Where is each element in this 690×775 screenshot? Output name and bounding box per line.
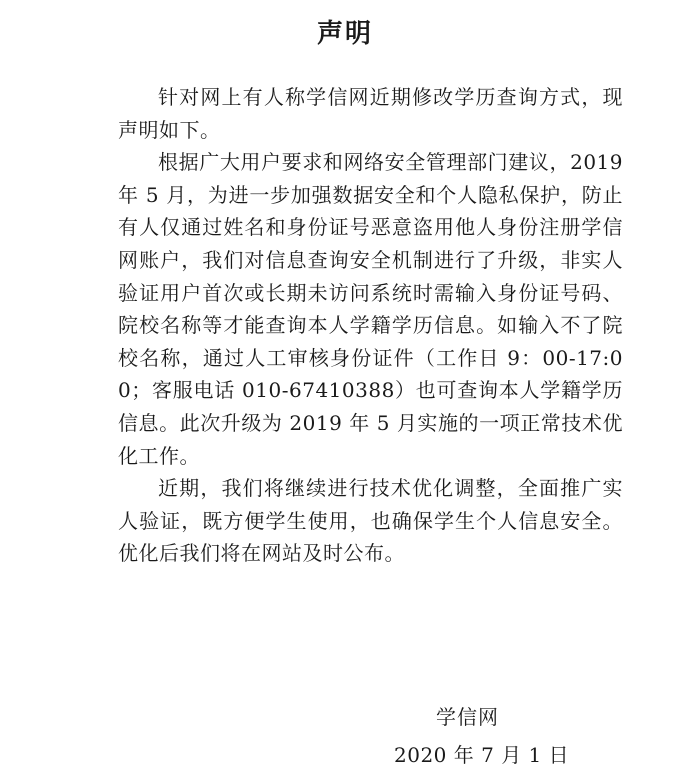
statement-paragraph-details: 根据广大用户要求和网络安全管理部门建议，2019 年 5 月，为进一步加强数据安全和个人隐私保护，防止有人仅通过姓名和身份证号恶意盗用他人身份注册学信网账户，我们对信息查询安全机制进行了升级，非实人验证用户首次或长期未访问系统时需输入身份证号码、院校名称等才能查询本人学籍学历信息。如输入不了院校名称，通过人工审核身份证件（工作日 9：00-17:00；客服电话 010-67410388）也可查询本人学籍学历信息。此次升级为 2019 年 5 月实施的一项正常技术优化工作。 — [118, 150, 623, 468]
statement-body — [118, 81, 623, 570]
statement-paragraph-intro: 针对网上有人称学信网近期修改学历查询方式，现声明如下。 — [118, 85, 623, 142]
signature-date: 2020 年 7 月 1 日 — [394, 743, 570, 767]
statement-paragraph-plans: 近期，我们将继续进行技术优化调整，全面推广实人验证，既方便学生使用，也确保学生个人信息安全。优化后我们将在网站及时公布。 — [118, 476, 623, 566]
signature-organization: 学信网 — [436, 705, 499, 729]
document-title: 声明 — [316, 19, 373, 49]
